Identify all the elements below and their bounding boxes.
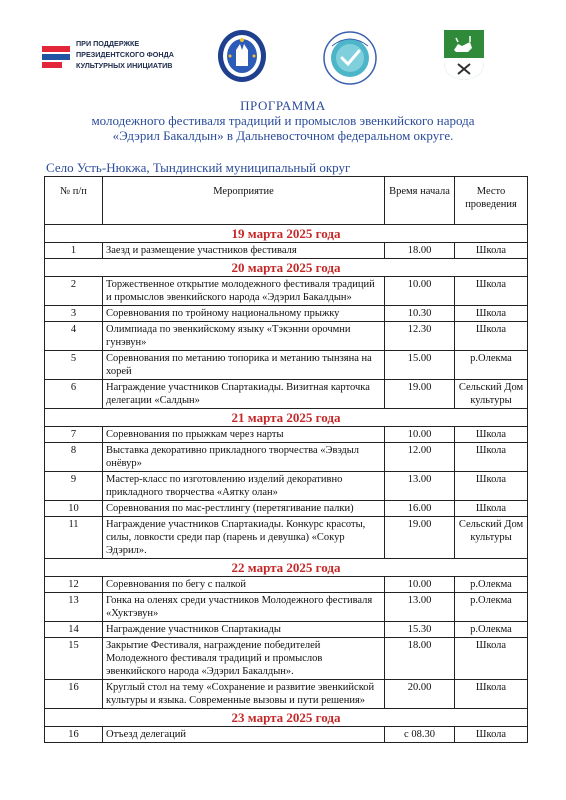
row-event: Соревнования по прыжкам через нарты [103,427,385,443]
row-event: Заезд и размещение участников фестиваля [103,243,385,259]
row-start-time: 19.00 [385,517,455,559]
row-number: 16 [45,727,103,743]
row-event: Соревнования по бегу с палкой [103,577,385,593]
row-number: 10 [45,501,103,517]
row-start-time: 10.00 [385,577,455,593]
row-event: Закрытие Фестиваля, награждение победителей Молодежного фестиваля традиций и промыслов эвенкийского народа «Эдэрил Бакалдын». [103,638,385,680]
table-row [45,517,528,559]
presidential-fund-logo [40,38,200,74]
row-event: Мастер-класс по изготовлению изделий декоративно прикладного творчества «Аятку олан» [103,472,385,501]
row-number: 3 [45,306,103,322]
table-row [45,680,528,709]
row-venue: Школа [455,443,528,472]
day-date: 22 марта 2025 года [45,559,528,577]
page-title: ПРОГРАММА [240,98,326,113]
row-start-time: 16.00 [385,501,455,517]
row-start-time: 12.30 [385,322,455,351]
row-number: 9 [45,472,103,501]
table-row [45,577,528,593]
row-start-time: 15.30 [385,622,455,638]
page-subtitle-line-1: молодежного фестиваля традиций и промыслов эвенкийского народа [91,113,475,128]
table-row [45,380,528,409]
row-venue: р.Олекма [455,622,528,638]
row-event: Соревнования по мас-рестлингу (перетягивание палки) [103,501,385,517]
row-event: Соревнования по тройному национальному прыжку [103,306,385,322]
row-venue: Школа [455,727,528,743]
row-number: 7 [45,427,103,443]
row-event: Отъезд делегаций [103,727,385,743]
table-row [45,306,528,322]
row-start-time: 10.00 [385,427,455,443]
row-start-time: 20.00 [385,680,455,709]
row-number: 11 [45,517,103,559]
table-row [45,243,528,259]
row-start-time: с 08.30 [385,727,455,743]
table-row [45,501,528,517]
row-start-time: 10.00 [385,277,455,306]
program-table [44,176,528,743]
row-event: Соревнования по метанию топорика и метанию тынзяна на хорей [103,351,385,380]
column-header-time: Время начала [385,177,455,225]
day-header-row [45,259,528,277]
row-venue: Школа [455,638,528,680]
table-row [45,443,528,472]
day-header-row [45,225,528,243]
row-venue: р.Олекма [455,351,528,380]
row-start-time: 19.00 [385,380,455,409]
row-venue: Школа [455,472,528,501]
table-row [45,727,528,743]
table-row [45,472,528,501]
row-event: Круглый стол на тему «Сохранение и развитие эвенкийской культуры и языка. Современные вызовы и пути решения» [103,680,385,709]
table-row [45,427,528,443]
row-number: 2 [45,277,103,306]
row-venue: Школа [455,501,528,517]
table-row [45,277,528,306]
day-date: 23 марта 2025 года [45,709,528,727]
row-venue: Школа [455,427,528,443]
row-number: 13 [45,593,103,622]
fund-flag-icon [40,40,72,72]
day-date: 19 марта 2025 года [45,225,528,243]
row-event: Гонка на оленях среди участников Молодежного фестиваля «Хуктэвун» [103,593,385,622]
table-row [45,351,528,380]
row-venue: р.Олекма [455,593,528,622]
row-venue: Школа [455,322,528,351]
row-number: 15 [45,638,103,680]
row-start-time: 12.00 [385,443,455,472]
row-event: Олимпиада по эвенкийскому языку «Тэкэнни орочмни гунэвун» [103,322,385,351]
regional-emblem-icon [216,28,268,84]
table-row [45,622,528,638]
row-venue: Школа [455,680,528,709]
table-row [45,593,528,622]
row-venue: Школа [455,243,528,259]
event-location: Село Усть-Нюкжа, Тындинский муниципальный округ [46,160,351,175]
row-event: Награждение участников Спартакиады. Конкурс красоты, силы, ловкости среди пар (парень и девушка) «Сокур Эдэрил». [103,517,385,559]
table-header-row [45,177,528,225]
row-start-time: 18.00 [385,243,455,259]
row-start-time: 18.00 [385,638,455,680]
row-number: 4 [45,322,103,351]
day-header-row [45,409,528,427]
row-event: Торжественное открытие молодежного фестиваля традиций и промыслов эвенкийского народа «Эдэрил Бакалдын» [103,277,385,306]
row-venue: р.Олекма [455,577,528,593]
table-row [45,322,528,351]
row-number: 16 [45,680,103,709]
program-table-body [45,225,528,743]
row-event: Награждение участников Спартакиады [103,622,385,638]
row-number: 1 [45,243,103,259]
row-start-time: 13.00 [385,593,455,622]
day-date: 21 марта 2025 года [45,409,528,427]
fund-logo-text: ПРИ ПОДДЕРЖКЕ ПРЕЗИДЕНТСКОГО ФОНДА КУЛЬТУРНЫХ ИНИЦИАТИВ [76,39,174,70]
column-header-event: Мероприятие [103,177,385,225]
column-header-place: Место проведения [455,177,528,225]
row-venue: Сельский Дом культуры [455,517,528,559]
day-header-row [45,709,528,727]
column-header-number: № п/п [45,177,103,225]
row-start-time: 13.00 [385,472,455,501]
row-number: 14 [45,622,103,638]
row-number: 12 [45,577,103,593]
page-subtitle-line-2: «Эдэрил Бакалдын» в Дальневосточном федеральном округе. [112,128,454,143]
row-start-time: 10.30 [385,306,455,322]
row-number: 8 [45,443,103,472]
row-venue: Сельский Дом культуры [455,380,528,409]
row-number: 5 [45,351,103,380]
row-event: Награждение участников Спартакиады. Визитная карточка делегации «Салдын» [103,380,385,409]
row-venue: Школа [455,306,528,322]
day-date: 20 марта 2025 года [45,259,528,277]
row-event: Выставка декоративно прикладного творчества «Эвэдыл онёвур» [103,443,385,472]
table-row [45,638,528,680]
district-coat-of-arms-icon [442,28,486,82]
organization-round-logo-icon [322,30,378,86]
row-number: 6 [45,380,103,409]
row-start-time: 15.00 [385,351,455,380]
day-header-row [45,559,528,577]
row-venue: Школа [455,277,528,306]
